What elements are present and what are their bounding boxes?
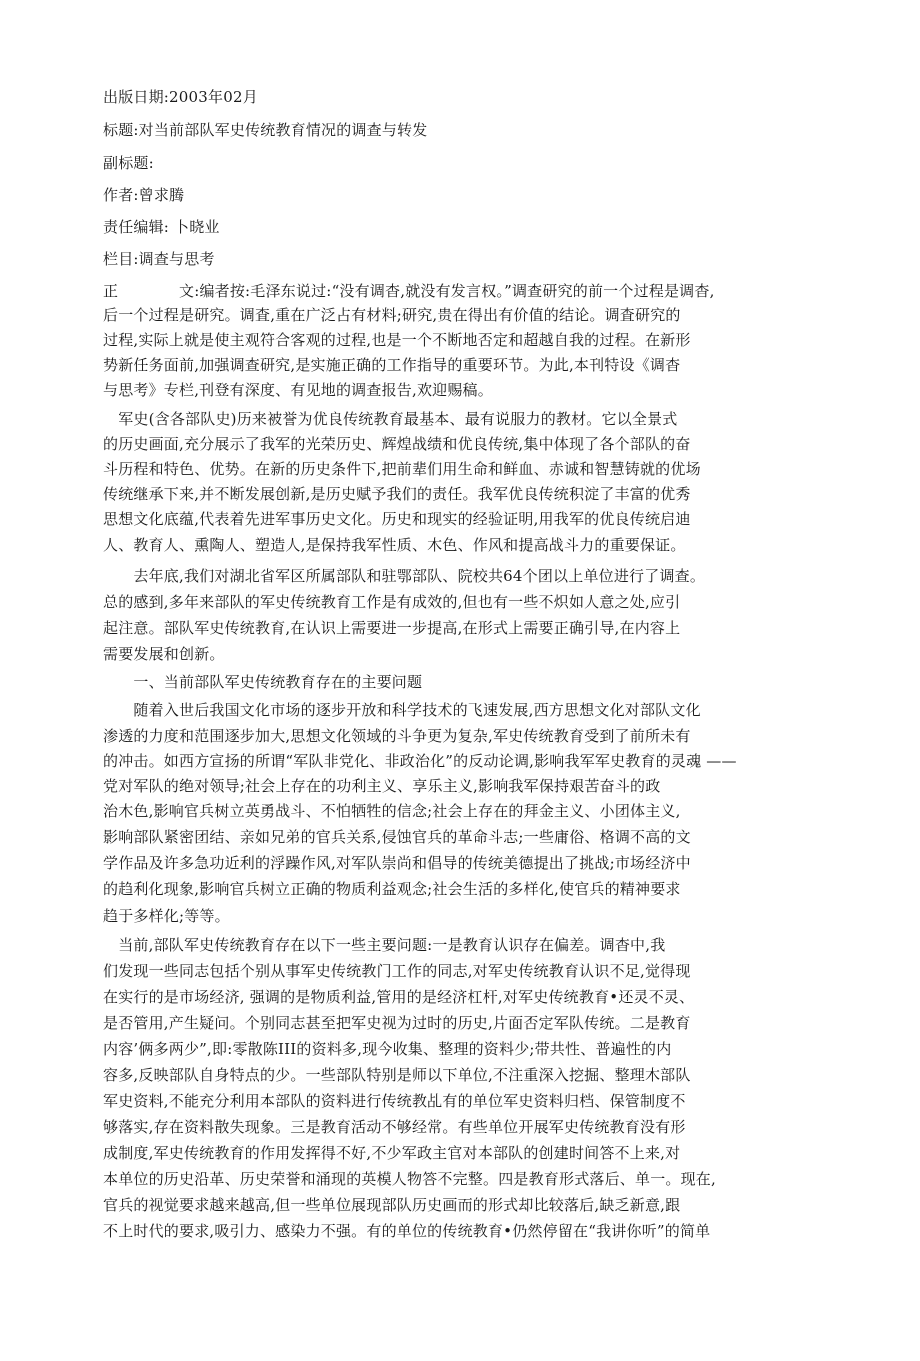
body-line: 后一个过程是研究。调査,重在广泛占有材料;研究,贵在得出有价值的结论。调査研究的 bbox=[103, 306, 681, 324]
body-line: 成制度,军史传统教育的作用发挥得不好,不少军政主官对本部队的创建时间答不上来,对 bbox=[103, 1144, 681, 1162]
body-line: 渗透的力度和范围逐步加大,思想文化领域的斗争更为复杂,军史传统教育受到了前所未有 bbox=[103, 727, 691, 745]
body-line: 正 文:编者按:毛泽东说过:“没有调杳,就没有发言权。”调查研究的前一个过程是调杳, bbox=[103, 282, 715, 300]
body-line: 影响部队紧密团结、亲如兄弟的官兵关系,侵蚀官兵的革命斗志;一些庸俗、格调不高的文 bbox=[103, 828, 691, 846]
section-heading: 一、当前部队军史传统教育存在的主要问题 bbox=[103, 673, 423, 691]
body-line: 是否管用,产生疑问。个别同志甚至把军史视为过时的历史,片面否定军队传统。二是教育 bbox=[103, 1014, 691, 1032]
body-line: 需要发展和创新。 bbox=[103, 645, 225, 663]
body-line: 容多,反映部队自身特点的少。一些部队特别是师以下单位,不注重深入挖掘、整理木部队 bbox=[103, 1066, 691, 1084]
body-line: 官兵的视觉要求越来越高,但一些单位展现部队历史画而的形式却比较落后,缺乏新意,跟 bbox=[103, 1196, 681, 1214]
body-line: 军史(含各部队史)历来被誉为优良传统教育最基本、最有说服力的教材。它以全景式 bbox=[103, 410, 678, 428]
body-line: 不上时代的要求,吸引力、感染力不强。有的单位的传统教育•仍然停留在“我讲你听”的简单 bbox=[103, 1222, 711, 1240]
body-line: 去年底,我们对湖北省军区所属部队和驻鄂部队、院校共64个团以上单位进行了调查。 bbox=[103, 567, 706, 585]
body-line: 学作品及许多急功近利的浮躁作风,对军队崇尚和倡导的传统美德提出了挑战;市场经济中 bbox=[103, 854, 691, 872]
body-line: 总的感到,多年来部队的军史传统教育工作是有成效的,但也有一些不炽如人意之处,应引 bbox=[103, 593, 681, 611]
body-line: 党对军队的绝对领导;社会上存在的功利主义、享乐主义,影响我军保持艰苦奋斗的政 bbox=[103, 777, 661, 795]
body-line: 随着入世后我国文化市场的逐步开放和科学技术的飞速发展,西方思想文化对部队文化 bbox=[103, 701, 701, 719]
publish-date: 出版日期:2003年02月 bbox=[103, 88, 258, 106]
body-line: 们发现一些同志包括个别从事军史传统教门工作的同志,对军史传统教育认识不足,觉得现 bbox=[103, 962, 691, 980]
body-line: 本单位的历史沿革、历史荣誉和涌现的英模人物答不完整。四是教育形式落后、单一。现在, bbox=[103, 1170, 716, 1188]
article-column: 栏目:调查与思考 bbox=[103, 250, 215, 268]
body-line: 起注意。部队军史传统教育,在认识上需要进一步提高,在形式上需要正确引导,在内容上 bbox=[103, 619, 681, 637]
body-line: 势新任务面前,加强调查研究,是实施正确的工作指导的重要环节。为此,本刊特设《调杳 bbox=[103, 356, 681, 374]
body-line: 够落实,存在资料散失现象。三是教育活动不够经常。有些单位开展军史传统教育没有形 bbox=[103, 1118, 686, 1136]
body-line: 治木色,影响官兵树立英勇战斗、不怕牺牲的信念;社会上存在的拜金主义、小团体主义, bbox=[103, 802, 681, 820]
body-line: 传统继承下来,并不断发展创新,是历史赋予我们的责任。我军优良传统积淀了丰富的优秀 bbox=[103, 485, 691, 503]
body-line: 思想文化底蕴,代表着先进军事历史文化。历史和现实的经验证明,用我军的优良传统启迪 bbox=[103, 510, 691, 528]
body-line: 的历史画面,充分展示了我军的光荣历史、辉煌战绩和优良传统,集中体现了各个部队的奋 bbox=[103, 435, 691, 453]
body-line: 内容’俩多两少”,即:零散陈III的资料多,现今收集、整理的资料少;带共性、普遍性的内 bbox=[103, 1040, 672, 1058]
article-editor: 责任编辑: 卜晓业 bbox=[103, 218, 220, 236]
body-line: 的冲击。如西方宣扬的所谓“军队非党化、非政治化”的反动论调,影响我军军史教育的灵魂 —— bbox=[103, 752, 737, 770]
body-line: 当前,部队军史传统教育存在以下一些主要问题:一是教育认识存在偏差。调杳中,我 bbox=[103, 936, 666, 954]
body-line: 的趋利化现象,影响官兵树立正确的物质利益观念;社会生活的多样化,使官兵的精神要求 bbox=[103, 880, 681, 898]
body-line: 与思考》专栏,刊登有深度、有见地的调查报告,欢迎赐稿。 bbox=[103, 381, 493, 399]
body-line: 过程,实际上就是使主观符合客观的过程,也是一个不断地否定和超越自我的过程。在新形 bbox=[103, 331, 691, 349]
article-subtitle: 副标题: bbox=[103, 154, 154, 172]
body-line: 人、教育人、熏陶人、塑造人,是保持我军性质、木色、作风和提高战斗力的重要保证。 bbox=[103, 536, 686, 554]
article-title: 标题:对当前部队军史传统教育情况的调查与转发 bbox=[103, 121, 428, 139]
article-author: 作者:曾求腾 bbox=[103, 186, 185, 204]
body-line: 斗历程和特色、优势。在新的历史条件下,把前辈们用生命和鲜血、赤诚和智慧铸就的优场 bbox=[103, 460, 701, 478]
body-line: 在实行的是市场经济, 强调的是物质利益,管用的是经济杠杆,对军史传统教育•还灵不灵、 bbox=[103, 988, 695, 1006]
body-line: 趋于多样化;等等。 bbox=[103, 907, 230, 925]
body-line: 军史资料,不能充分利用本部队的资料进行传统教乩有的单位军史资料归档、保管制度不 bbox=[103, 1092, 686, 1110]
